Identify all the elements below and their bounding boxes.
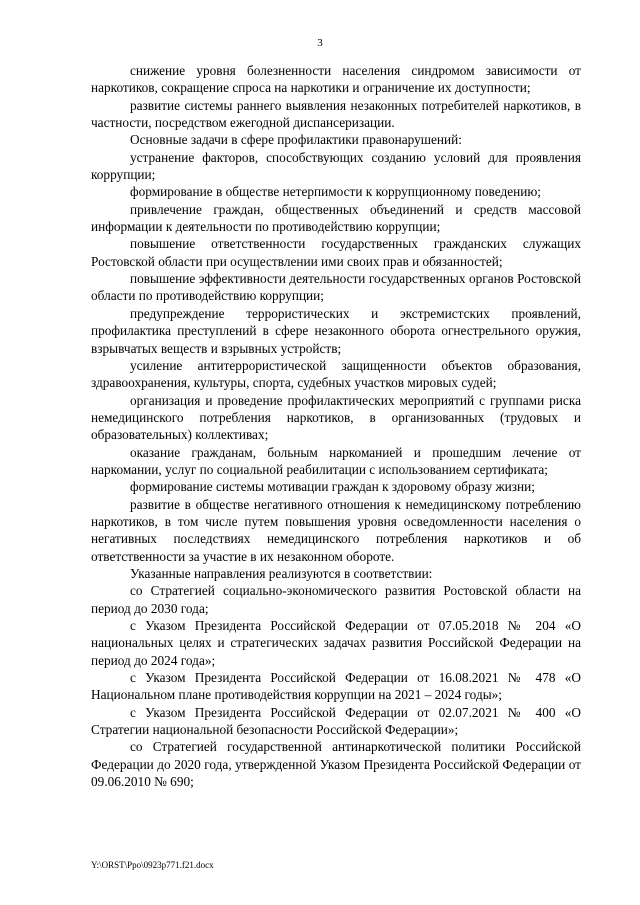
paragraph: привлечение граждан, общественных объединений и средств массовой информации к деятельности по противодействию коррупции;: [91, 201, 581, 235]
paragraph: Основные задачи в сфере профилактики правонарушений:: [130, 132, 462, 148]
paragraph: со Стратегией социально-экономического развития Ростовской области на период до 2030 года;: [91, 583, 581, 616]
paragraph: предупреждение террористических и экстремистских проявлений, профилактика преступлений в сфере незаконного оборота огнестрельного оружия, взрывчатых веществ и взрывных устройств;: [91, 305, 581, 356]
paragraph: с Указом Президента Российской Федерации от 02.07.2021 № 400 «О Стратегии национальной безопасности Российской Федерации»;: [91, 704, 581, 738]
paragraph: организация и проведение профилактических мероприятий с группами риска немедицинского потребления наркотиков, в организованных (трудовых и образовательных) коллективах;: [91, 392, 581, 443]
paragraph: устранение факторов, способствующих созданию условий для проявления коррупции;: [91, 149, 581, 183]
paragraph: формирование системы мотивации граждан к здоровому образу жизни;: [130, 479, 535, 495]
paragraph: повышение ответственности государственных гражданских служащих Ростовской области при осуществлении ими своих прав и обязанностей;: [91, 236, 581, 269]
paragraph: повышение эффективности деятельности государственных органов Ростовской области по противодействию коррупции;: [91, 271, 581, 304]
paragraph: формирование в обществе нетерпимости к коррупционному поведению;: [130, 184, 542, 200]
paragraph: со Стратегией государственной антинаркотической политики Российской Федерации до 2020 года, утвержденной Указом Президента Российской Федерации от 09.06.2010 № 690;: [91, 739, 581, 790]
paragraph: Указанные направления реализуются в соответствии:: [130, 565, 433, 581]
paragraph: усиление антитеррористической защищенности объектов образования, здравоохранения, культуры, спорта, судебных участков мировых судей;: [91, 357, 581, 391]
paragraph: развитие в обществе негативного отношения к немедицинскому потреблению наркотиков, в том числе путем повышения уровня осведомленности населения о негативных последствиях немедицинского потребления наркотиков и об ответственности за участие в их незаконном обороте.: [91, 496, 581, 564]
paragraph: оказание гражданам, больным наркоманией и прошедшим лечение от наркомании, услуг по социальной реабилитации с использованием сертификата;: [91, 444, 581, 477]
paragraph: развитие системы раннего выявления незаконных потребителей наркотиков, в частности, посредством ежегодной диспансеризации.: [91, 97, 581, 131]
paragraph: снижение уровня болезненности населения синдромом зависимости от наркотиков, сокращение спроса на наркотики и ограничение их доступности;: [91, 63, 581, 96]
document-body: [91, 62, 581, 790]
paragraph: с Указом Президента Российской Федерации от 07.05.2018 № 204 «О национальных целях и стратегических задачах развития Российской Федерации на период до 2024 года»;: [91, 618, 581, 668]
footer-file-path: Y:\ORST\Ppo\0923p771.f21.docx: [91, 860, 214, 870]
paragraph: с Указом Президента Российской Федерации от 16.08.2021 № 478 «О Национальном плане противодействия коррупции на 2021 – 2024 годы»;: [91, 670, 581, 703]
page-number: 3: [317, 37, 323, 49]
